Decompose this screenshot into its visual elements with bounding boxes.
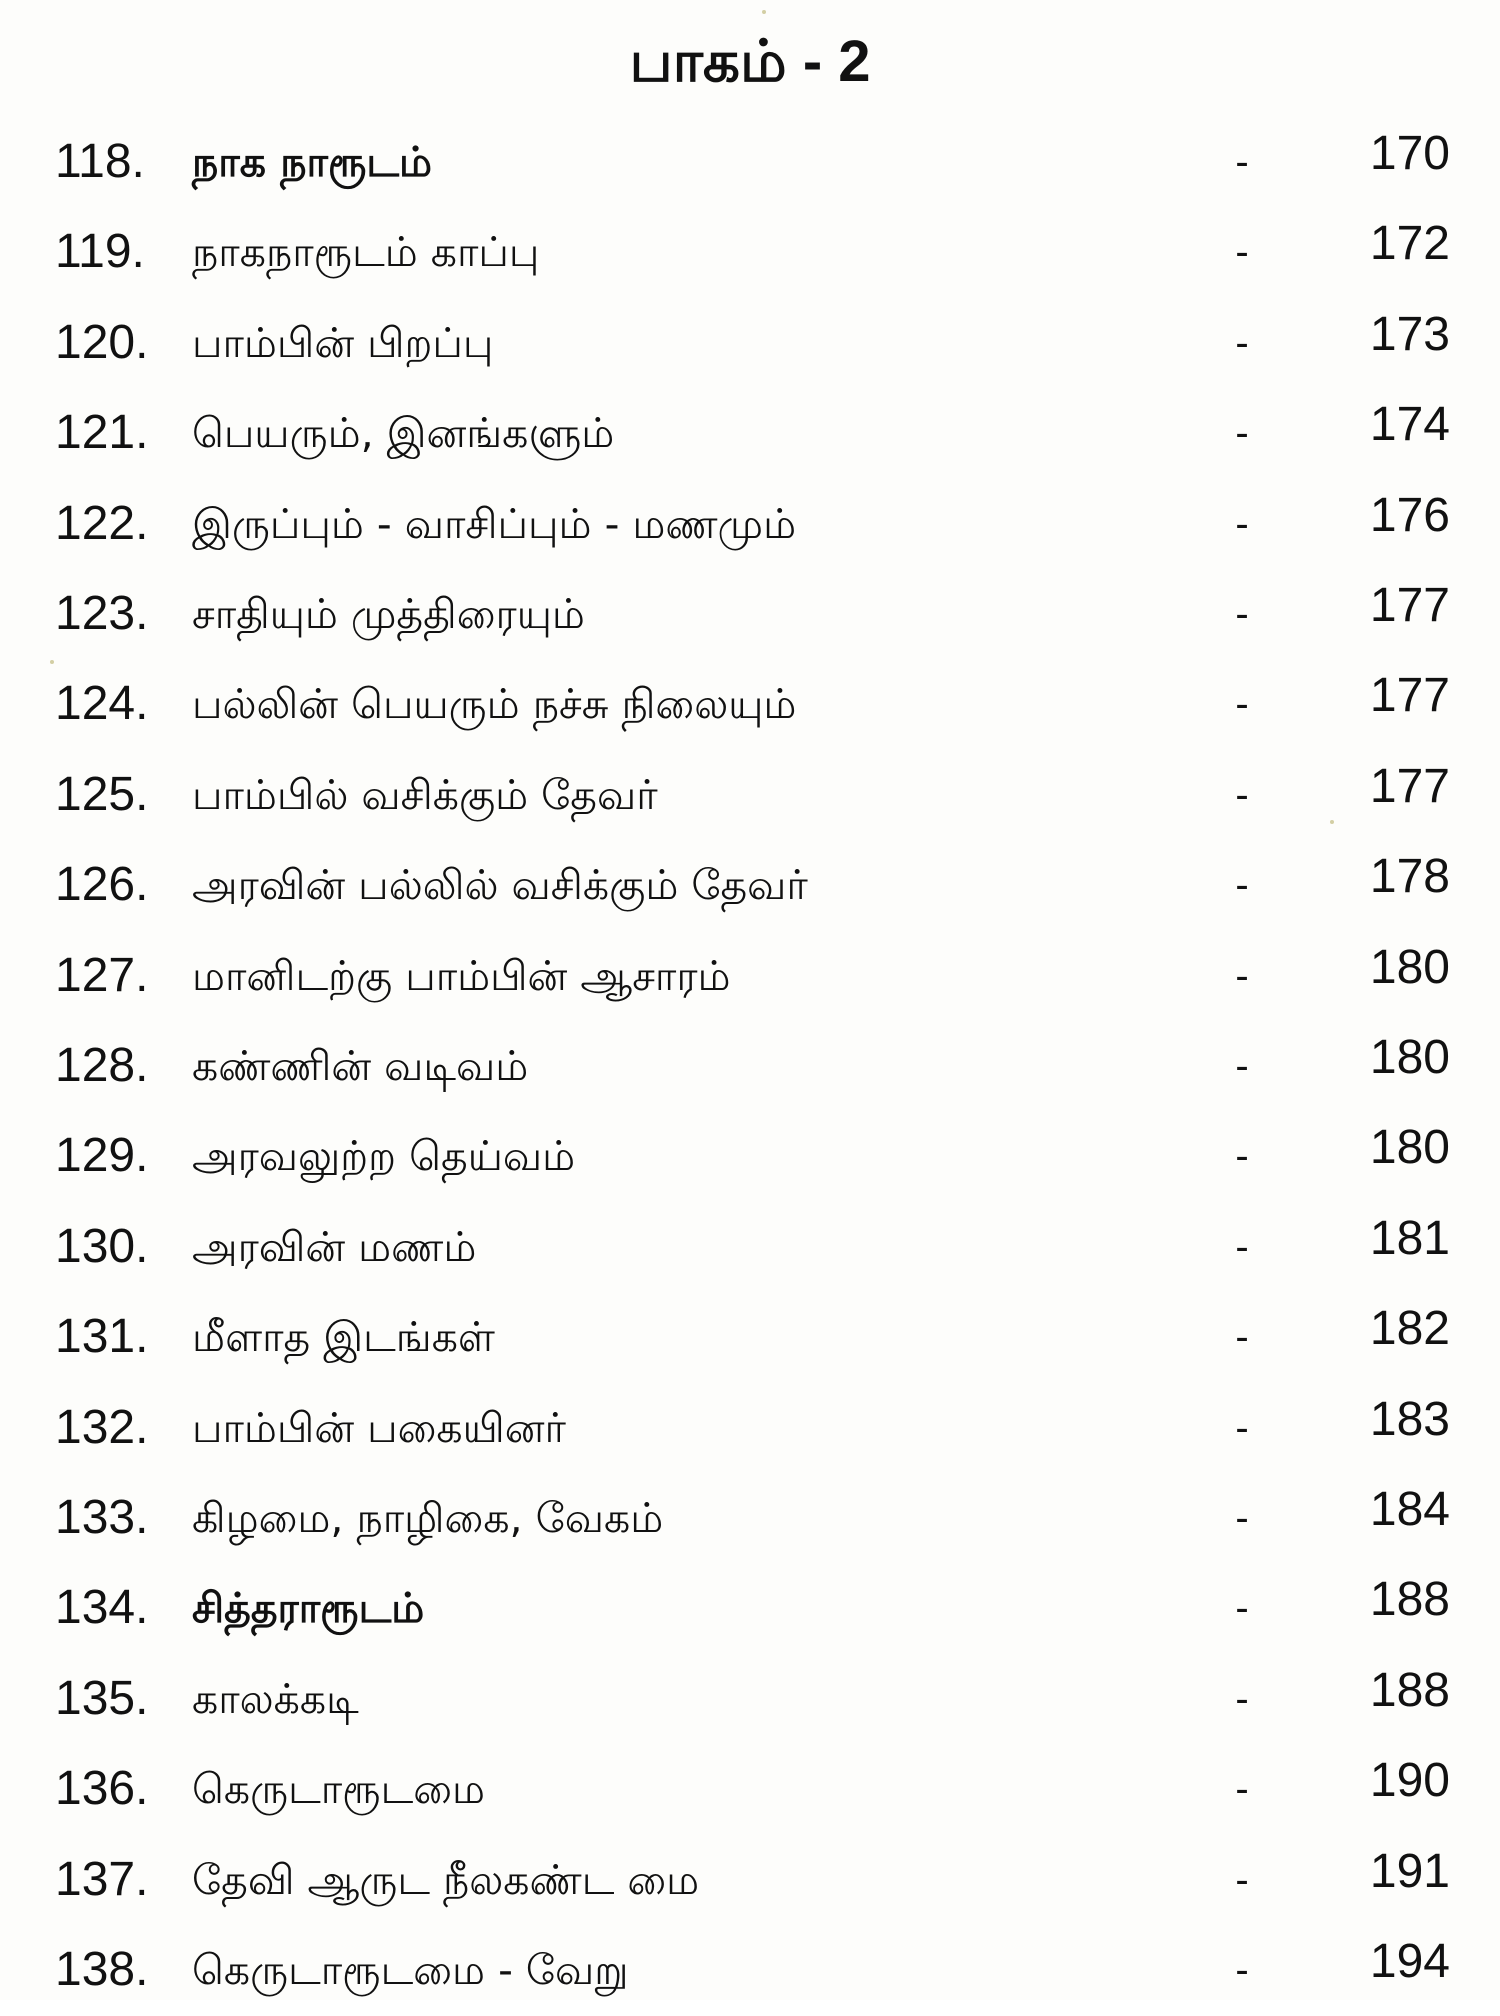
entry-page-number: 181 (1369, 1211, 1450, 1265)
entry-page-number: 177 (1369, 759, 1450, 813)
entry-page-number: 176 (1369, 488, 1450, 542)
toc-entry (0, 299, 1500, 389)
toc-entry (0, 208, 1500, 298)
entry-number: 135. (55, 1671, 149, 1725)
entry-number: 129. (55, 1129, 149, 1183)
entry-page-number: 174 (1369, 398, 1450, 452)
entry-separator: - (1235, 1586, 1249, 1631)
entry-separator: - (1235, 1315, 1249, 1360)
entry-number: 127. (55, 948, 149, 1002)
entry-page-number: 188 (1369, 1663, 1450, 1717)
toc-entry (0, 480, 1500, 570)
entry-title: சாதியும் முத்திரையும் (192, 590, 585, 638)
entry-title: அரவின் மணம் (192, 1222, 477, 1271)
entry-number: 137. (55, 1852, 149, 1906)
entry-number: 131. (55, 1310, 149, 1364)
entry-title: அரவின் பல்லில் வசிக்கும் தேவர் (192, 861, 808, 910)
entry-separator: - (1235, 1134, 1249, 1179)
entry-separator: - (1235, 592, 1249, 636)
entry-title: நாகநாரூடம் காப்பு (192, 228, 540, 277)
entry-number: 136. (55, 1762, 149, 1816)
toc-entry (0, 1564, 1500, 1654)
toc-entry (0, 118, 1500, 208)
entry-title: காலக்கடி (192, 1674, 359, 1723)
entry-separator: - (1235, 1044, 1249, 1088)
entry-separator: - (1235, 1405, 1249, 1450)
section-heading: பாகம் - 2 (629, 29, 871, 94)
toc-entry (0, 1474, 1500, 1564)
entry-separator: - (1235, 863, 1249, 908)
entry-separator: - (1235, 501, 1249, 546)
entry-title: பாம்பில் வசிக்கும் தேவர் (192, 770, 658, 819)
entry-page-number: 170 (1369, 127, 1450, 180)
toc-entry (0, 751, 1500, 841)
toc-entry (0, 1112, 1500, 1202)
toc-entry (0, 932, 1500, 1022)
toc-entry (0, 660, 1500, 750)
entry-page-number: 178 (1369, 850, 1450, 904)
entry-page-number: 173 (1369, 307, 1450, 361)
entry-title: பாம்பின் பிறப்பு (192, 318, 494, 367)
toc-entry (0, 1655, 1500, 1745)
entry-number: 124. (55, 677, 149, 731)
entry-number: 128. (55, 1039, 149, 1092)
entry-number: 130. (55, 1219, 149, 1273)
entry-page-number: 180 (1369, 940, 1450, 994)
entry-title: கெருடாரூடமை (192, 1765, 486, 1814)
entry-number: 121. (55, 406, 149, 460)
entry-number: 133. (55, 1491, 149, 1544)
entry-separator: - (1235, 682, 1249, 727)
entry-page-number: 190 (1369, 1754, 1450, 1808)
entry-page-number: 177 (1369, 579, 1450, 632)
entry-separator: - (1235, 320, 1249, 365)
toc-entry (0, 1836, 1500, 1926)
entry-separator: - (1235, 772, 1249, 817)
entry-number: 138. (55, 1943, 149, 1996)
entry-title: பாம்பின் பகையினர் (192, 1403, 566, 1452)
entry-page-number: 172 (1369, 217, 1450, 271)
entry-separator: - (1235, 953, 1249, 998)
entry-number: 120. (55, 315, 149, 369)
entry-number: 119. (55, 225, 145, 279)
entry-page-number: 184 (1369, 1483, 1450, 1536)
toc-entry (0, 1745, 1500, 1835)
toc-entry (0, 1203, 1500, 1293)
entry-title: சித்தராரூடம் (192, 1584, 425, 1633)
entry-title: பல்லின் பெயரும் நச்சு நிலையும் (192, 680, 797, 729)
entry-separator: - (1235, 1857, 1249, 1902)
entry-title: தேவி ஆருட நீலகண்ட மை (192, 1855, 700, 1904)
toc-entry (0, 1384, 1500, 1474)
entry-title: கண்ணின் வடிவம் (192, 1042, 529, 1090)
toc-entry (0, 1926, 1500, 2016)
entry-number: 123. (55, 587, 149, 640)
entry-separator: - (1235, 1496, 1249, 1540)
entry-separator: - (1235, 1676, 1249, 1721)
entry-page-number: 183 (1369, 1392, 1450, 1446)
entry-title: பெயரும், இனங்களும் (192, 409, 615, 458)
entry-title: கெருடாரூடமை - வேறு (192, 1946, 629, 1994)
entry-page-number: 194 (1369, 1935, 1450, 1988)
toc-entry (0, 841, 1500, 931)
toc-entry (0, 1293, 1500, 1383)
entry-separator: - (1235, 230, 1249, 275)
paper-speck (50, 660, 54, 664)
entry-page-number: 177 (1369, 669, 1450, 723)
entry-separator: - (1235, 411, 1249, 456)
entry-page-number: 188 (1369, 1573, 1450, 1627)
entry-number: 125. (55, 767, 149, 821)
toc-entry (0, 570, 1500, 660)
entry-page-number: 180 (1369, 1121, 1450, 1175)
entry-separator: - (1235, 140, 1249, 184)
entry-title: இருப்பும் - வாசிப்பும் - மணமும் (192, 499, 797, 548)
entry-number: 118. (55, 135, 145, 188)
entry-page-number: 180 (1369, 1031, 1450, 1084)
entry-title: கிழமை, நாழிகை, வேகம் (192, 1494, 664, 1542)
entry-title: மானிடற்கு பாம்பின் ஆசாரம் (192, 951, 731, 1000)
entry-page-number: 191 (1369, 1844, 1450, 1898)
entry-title: மீளாத இடங்கள் (192, 1313, 495, 1362)
toc-entry (0, 389, 1500, 479)
entry-number: 122. (55, 496, 149, 550)
entry-number: 134. (55, 1581, 149, 1635)
entry-separator: - (1235, 1767, 1249, 1812)
entry-number: 132. (55, 1400, 149, 1454)
entry-title: நாக நாரூடம் (192, 138, 433, 186)
paper-speck (1330, 820, 1334, 824)
entry-number: 126. (55, 858, 149, 912)
entry-separator: - (1235, 1224, 1249, 1269)
paper-speck (762, 10, 766, 14)
entry-page-number: 182 (1369, 1302, 1450, 1356)
entry-title: அரவலுற்ற தெய்வம் (192, 1132, 576, 1181)
entry-separator: - (1235, 1948, 1249, 1992)
toc-entry (0, 1022, 1500, 1112)
